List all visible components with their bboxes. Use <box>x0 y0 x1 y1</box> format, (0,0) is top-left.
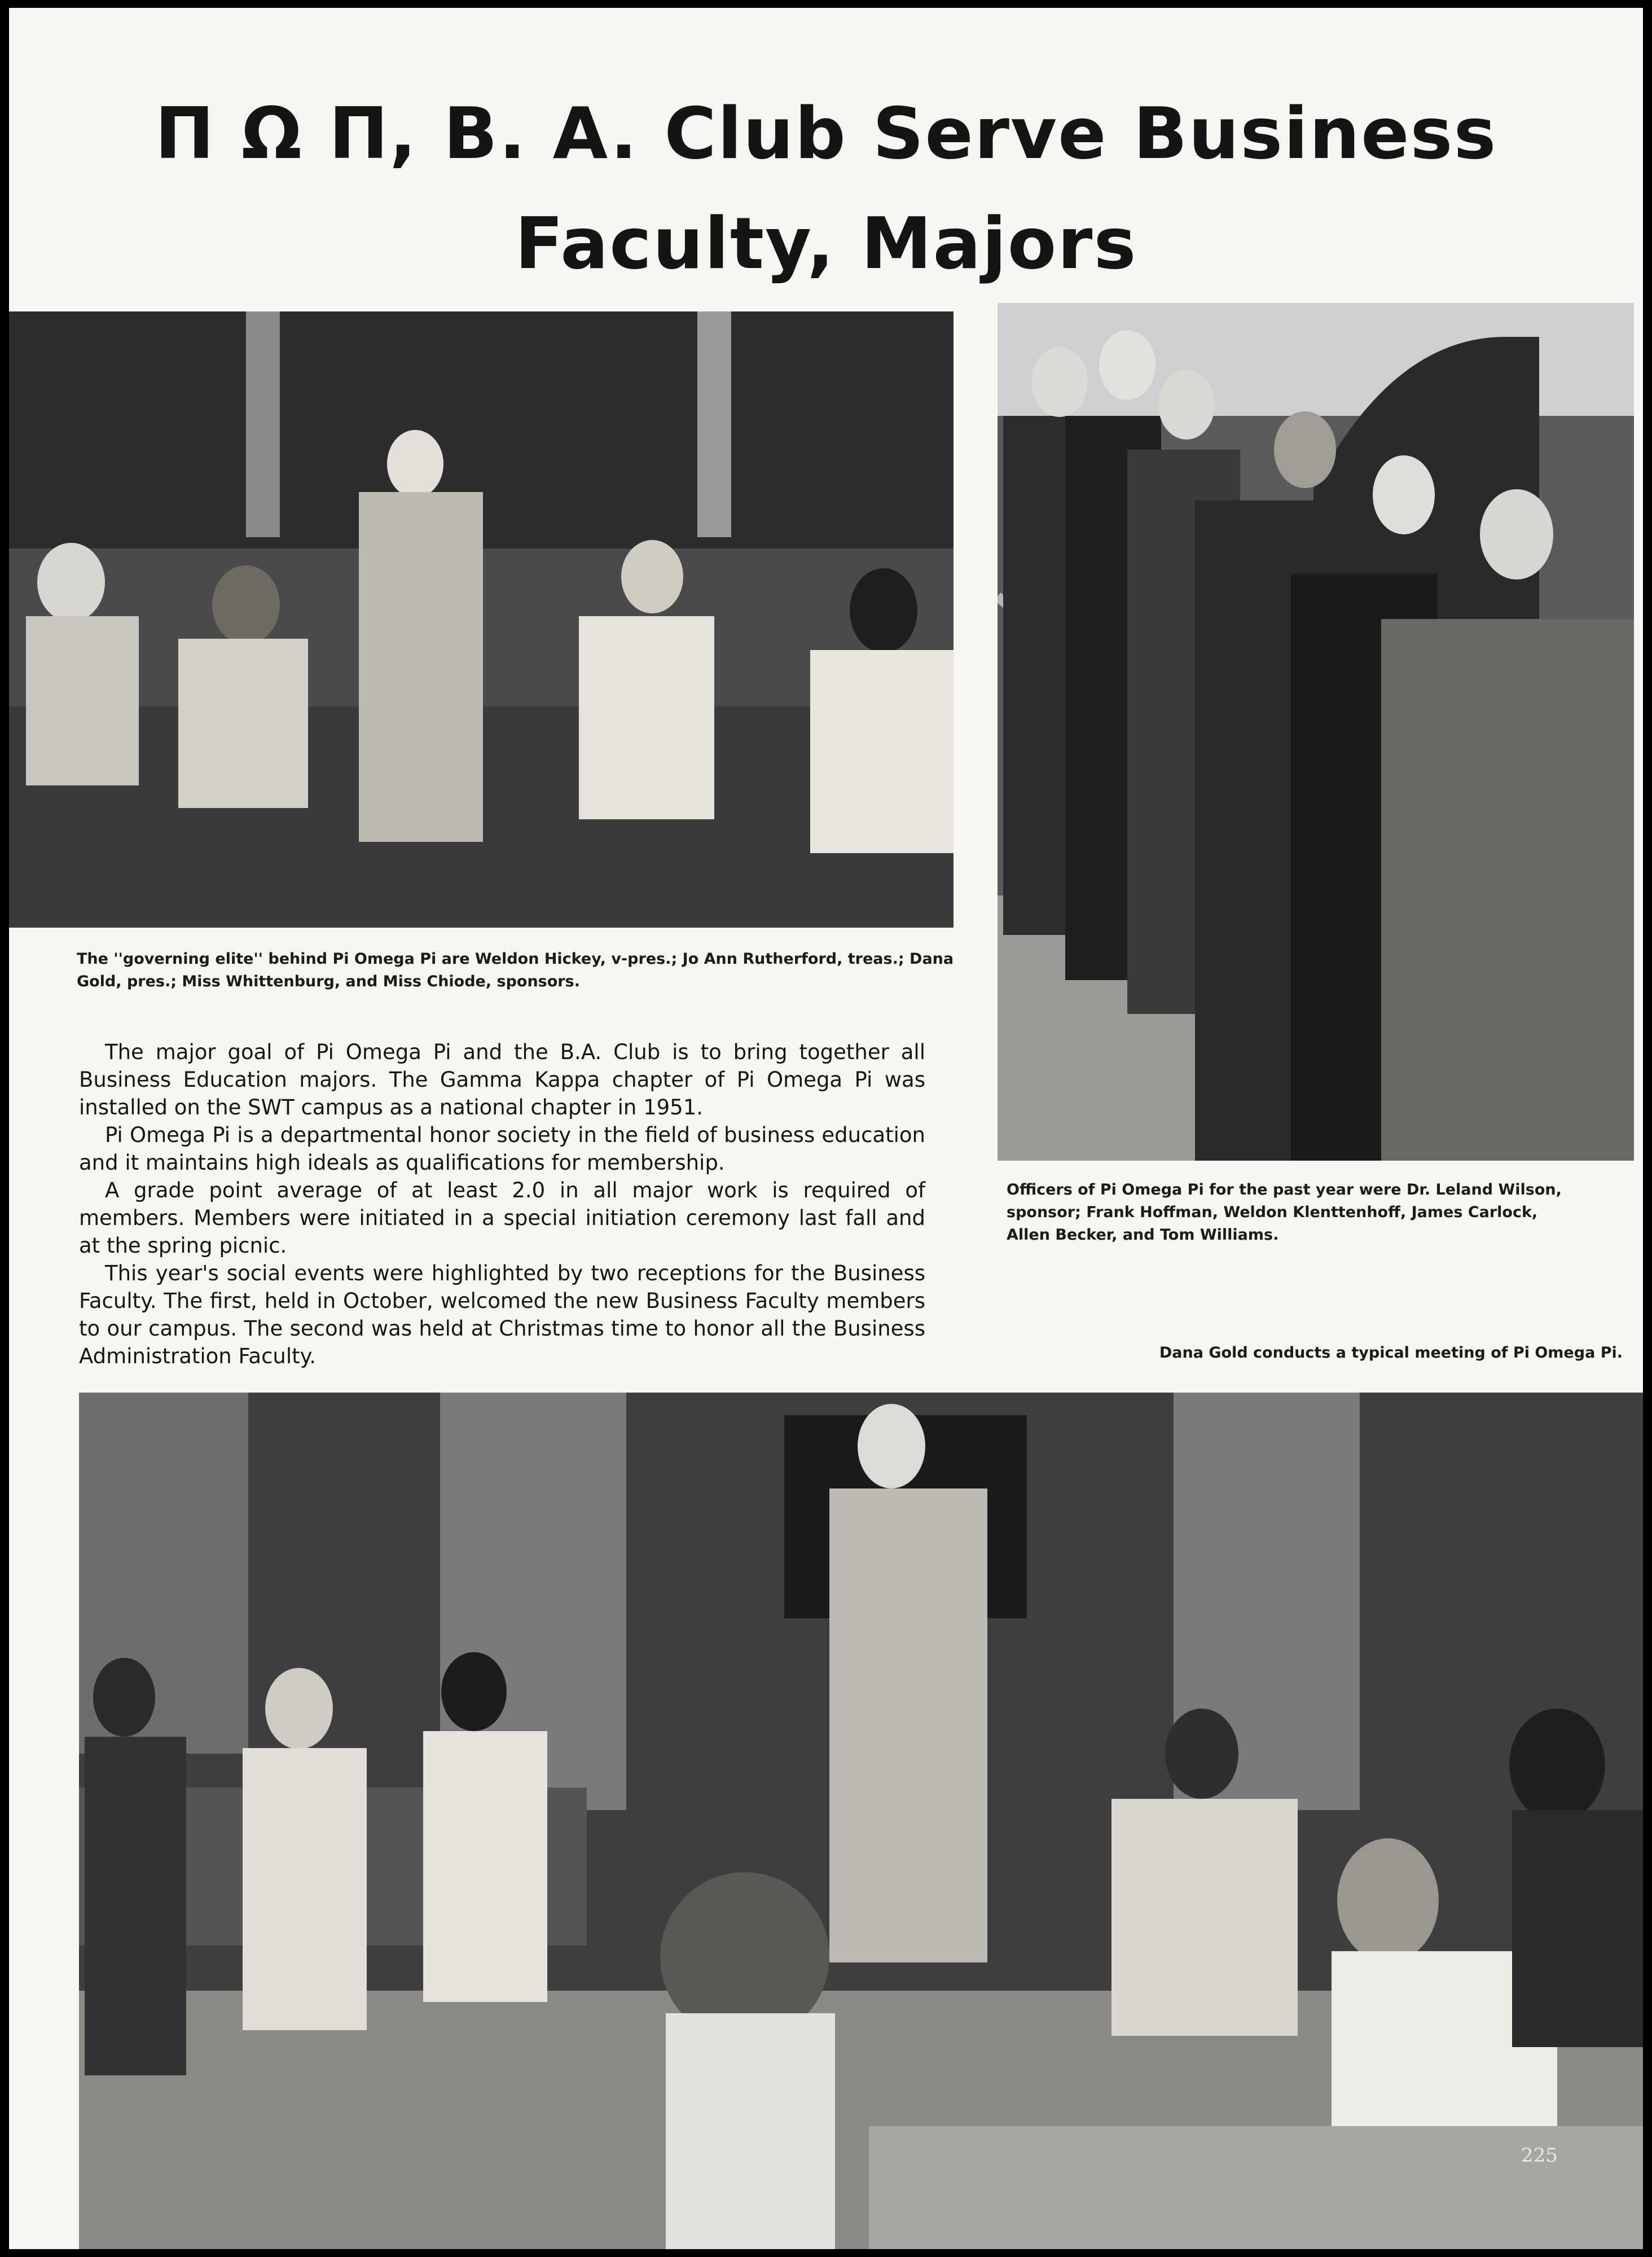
caption-governing-elite: The ''governing elite'' behind Pi Omega Pi are Weldon Hickey, v-pres.; Jo Ann Rutherford, treas.; Dana Gold, pres.; Miss Whittenburg, and Miss Chiode, sponsors. <box>77 950 954 990</box>
article-body <box>79 1038 925 1370</box>
page-title-line-1: Π Ω Π, B. A. Club Serve Business <box>155 92 1497 175</box>
article-paragraph: The major goal of Pi Omega Pi and the B.A. Club is to bring together all Business Education majors. The Gamma Kappa chapter of Pi Omega Pi was installed on the SWT campus as a national chapter in 1951. <box>79 1040 925 1119</box>
photo-governing-elite <box>9 311 954 928</box>
caption-officers: Officers of Pi Omega Pi for the past year were Dr. Leland Wilson, sponsor; Frank Hoffman, Weldon Klenttenhoff, James Carlock, Allen Becker, and Tom Williams. <box>1007 1181 1562 1244</box>
article-paragraph: A grade point average of at least 2.0 in all major work is required of members. Members were initiated in a special initiation ceremony last fall and at the spring picnic. <box>79 1178 925 1258</box>
article-paragraph: This year's social events were highlighted by two receptions for the Business Faculty. The first, held in October, welcomed the new Business Faculty members to our campus. The second was held at Christmas time to honor all the Business Administration Faculty. <box>79 1261 925 1368</box>
yearbook-page <box>9 8 1643 2249</box>
caption-meeting: Dana Gold conducts a typical meeting of Pi Omega Pi. <box>1159 1344 1623 1362</box>
page-title-line-2: Faculty, Majors <box>515 202 1137 285</box>
photo-meeting <box>79 1393 1643 2249</box>
article-paragraph: Pi Omega Pi is a departmental honor society in the field of business education and it maintains high ideals as qualifications for membership. <box>79 1123 925 1175</box>
page-number: 225 <box>1521 2144 1558 2167</box>
photo-officers-stairs <box>998 303 1634 1161</box>
